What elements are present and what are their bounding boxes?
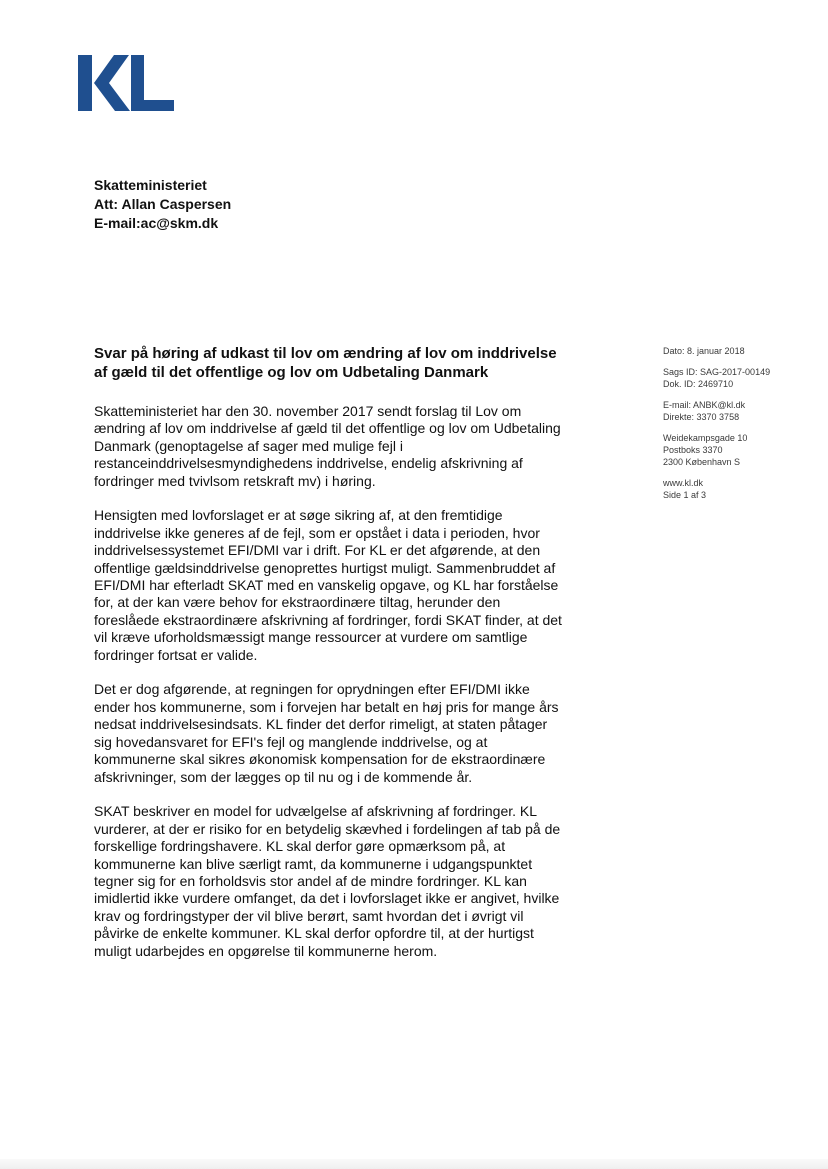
id-group	[663, 366, 813, 390]
email-label: E-mail:	[663, 400, 692, 410]
address-city: 2300 København S	[663, 457, 741, 467]
address-street: Weidekampsgade 10	[663, 433, 748, 443]
date-group	[663, 345, 813, 357]
website: www.kl.dk	[663, 478, 704, 488]
case-id-value: SAG-2017-00149	[700, 367, 771, 377]
letter-metadata	[663, 345, 813, 510]
phone-value: 3370 3758	[696, 412, 740, 422]
scan-edge	[0, 1159, 828, 1169]
letter-body	[94, 403, 564, 977]
web-group	[663, 477, 813, 501]
recipient-name: Skatteministeriet	[94, 177, 207, 193]
recipient-attention: Att: Allan Caspersen	[94, 196, 232, 212]
kl-logo	[78, 55, 174, 111]
phone-label: Direkte:	[663, 412, 695, 422]
date-label: Dato:	[663, 346, 685, 356]
email-value: ANBK@kl.dk	[693, 400, 746, 410]
case-id-label: Sags ID:	[663, 367, 698, 377]
doc-id-label: Dok. ID:	[663, 379, 696, 389]
paragraph-3: Det er dog afgørende, at regningen for oprydningen efter EFI/DMI ikke ender hos kommunerne, som i forvejen har betalt en høj pris for mange års nedsat inddrivelsesindsats. KL finder det derfor rimeligt, at staten påtager sig hovedansvaret for EFI's fejl og manglende inddrivelse, og at kommunerne skal sikres økonomisk kompensation for de ekstraordinære afskrivninger, som der lægges op til nu og i de kommende år.	[94, 681, 559, 785]
recipient-block	[94, 176, 231, 233]
contact-group	[663, 399, 813, 423]
paragraph-2: Hensigten med lovforslaget er at søge sikring af, at den fremtidige inddrivelse ikke generes af de fejl, som er opstået i data i perioden, hvor inddrivelsessystemet EFI/DMI var i drift. For KL er det afgørende, at den offentlige gældsinddrivelse genoprettes hurtigst muligt. Sammenbruddet af EFI/DMI har efterladt SKAT med en vanskelig opgave, og KL har forståelse for, at der kan være behov for ekstraordinære tiltag, herunder den foreslåede ekstraordinære afskrivning af fordringer, fordi SKAT finder, at det vil kræve uforholdsmæssigt mange ressourcer at vurdere om samtlige fordringer fortsat er valide.	[94, 507, 562, 663]
doc-id-value: 2469710	[698, 379, 734, 389]
page-number: Side 1 af 3	[663, 490, 707, 500]
address-postbox: Postboks 3370	[663, 445, 723, 455]
letter-subject: Svar på høring af udkast til lov om ændring af lov om inddrivelse af gæld til det offentlige og lov om Udbetaling Danmark	[94, 345, 557, 381]
paragraph-4: SKAT beskriver en model for udvælgelse af afskrivning af fordringer. KL vurderer, at der er risiko for en betydelig skævhed i fordelingen af tab på de forskellige fordringshavere. KL skal derfor gøre opmærksom på, at kommunerne kan blive særligt ramt, da kommunerne i udgangspunktet tegner sig for en forholdsvis stor andel af de mindre fordringer. KL kan imidlertid ikke vurdere omfanget, da det i lovforslaget ikke er angivet, hvilke krav og fordringstyper der vil blive berørt, samt hvordan det i øvrigt vil påvirke de enkelte kommuner. KL skal derfor opfordre til, at der hurtigst muligt udarbejdes en opgørelse til kommunerne herom.	[94, 803, 561, 959]
address-group	[663, 432, 813, 468]
recipient-email: E-mail:ac@skm.dk	[94, 215, 219, 231]
paragraph-1: Skatteministeriet har den 30. november 2017 sendt forslag til Lov om ændring af lov om inddrivelse af gæld til det offentlige og lov om Udbetaling Danmark (genoptagelse af sager med mulige fejl i restanceinddrivelsesmyndighedens inddrivelse, endelig afskrivning af fordringer med tvivlsom retskraft mv) i høring.	[94, 403, 561, 489]
date-value: 8. januar 2018	[687, 346, 745, 356]
